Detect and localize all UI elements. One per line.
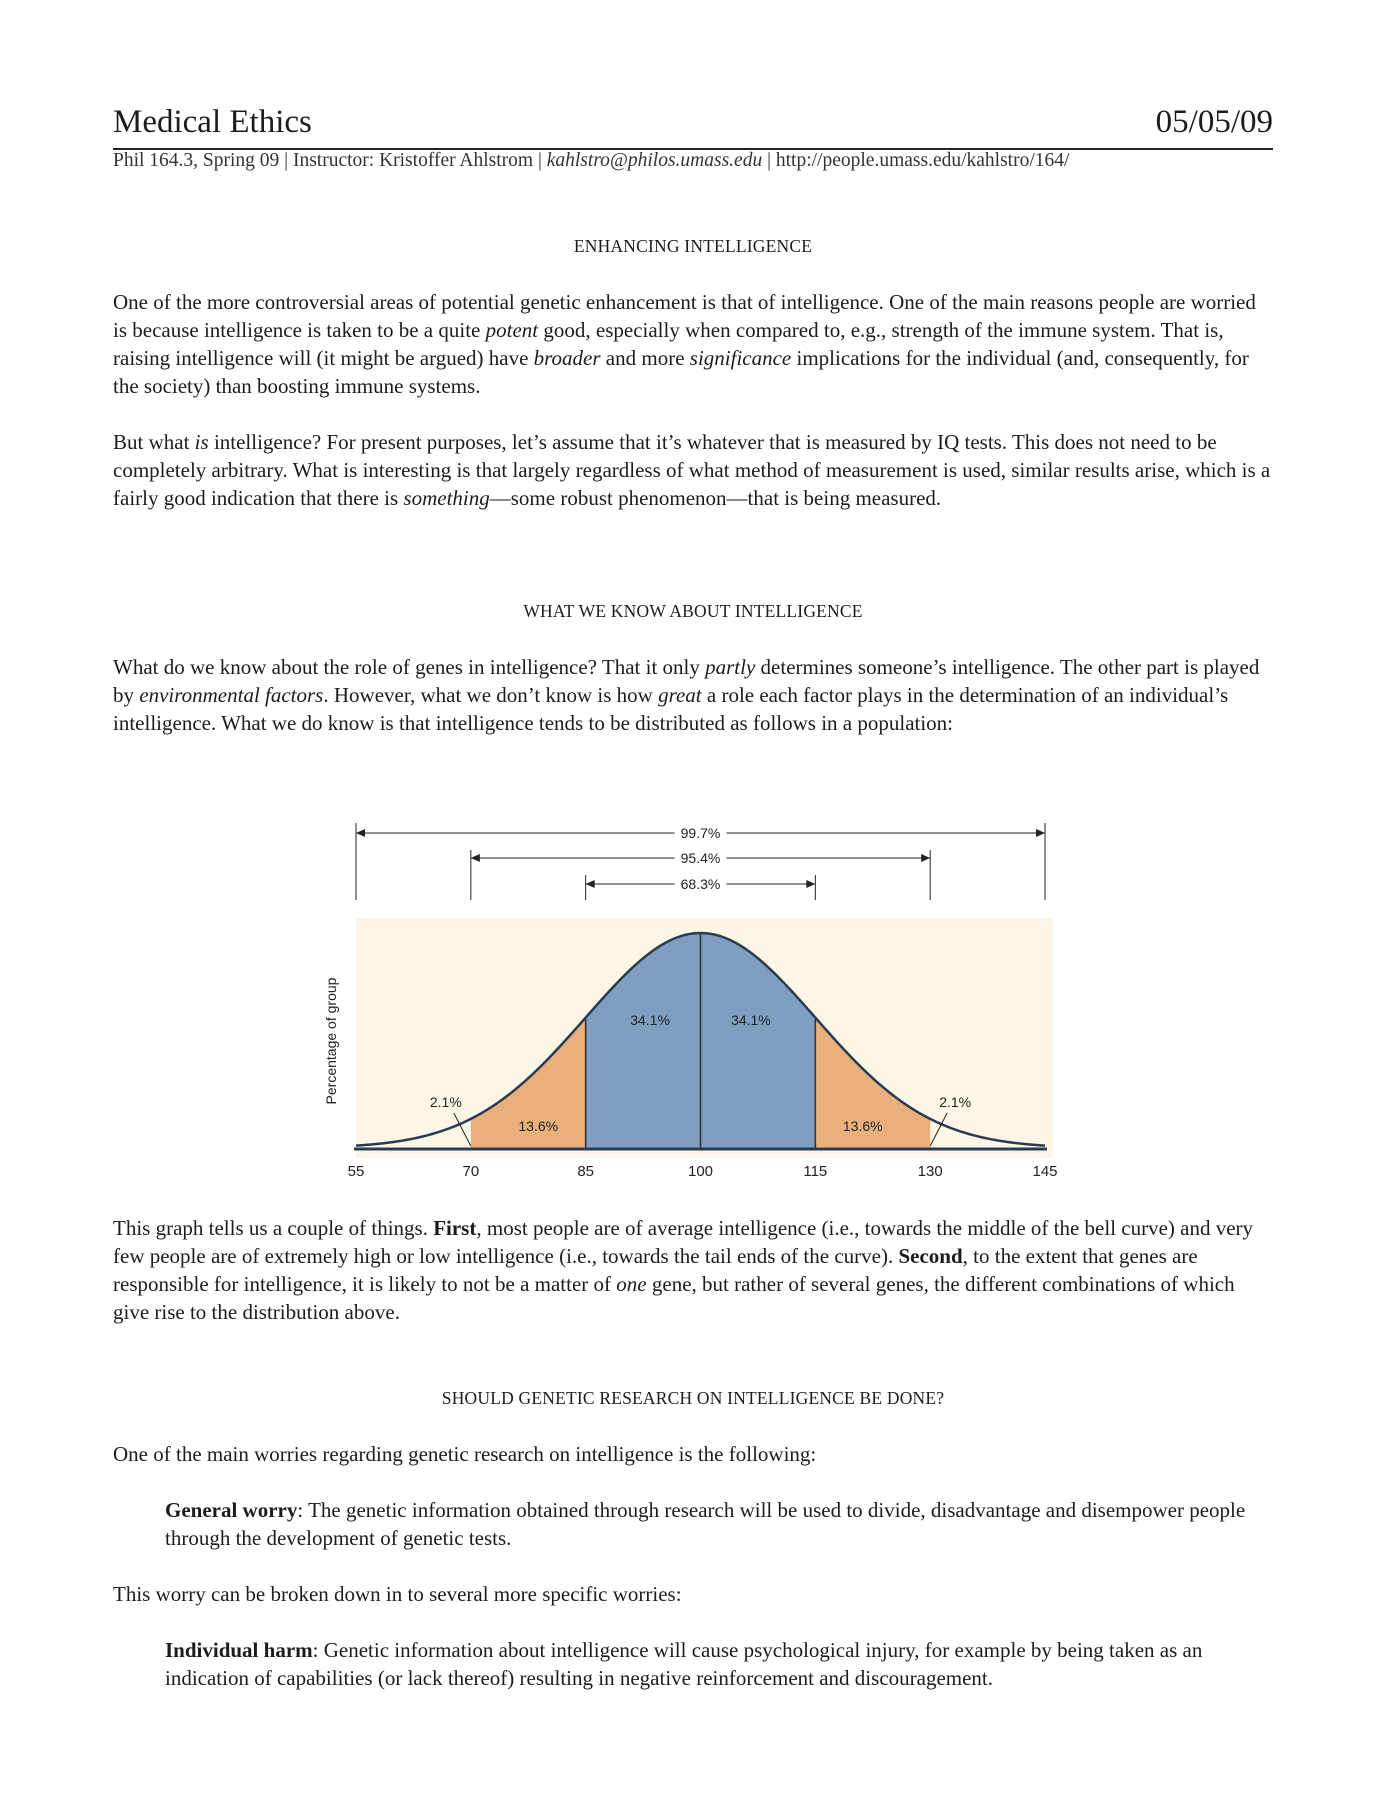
x-tick-70: 70 bbox=[462, 1163, 480, 1180]
p4-text-a: This graph tells us a couple of things. bbox=[113, 1216, 434, 1240]
p3-italic-great: great bbox=[658, 683, 702, 707]
paragraph-4 bbox=[113, 1214, 1273, 1326]
p1-text-g: implications for the individual (and, consequently, for the society) than boosting immune systems. bbox=[113, 346, 1249, 398]
x-tick-145: 145 bbox=[1032, 1163, 1058, 1180]
course-url[interactable]: | http://people.umass.edu/kahlstro/164/ bbox=[762, 150, 1070, 171]
range-arrow-right-2 bbox=[921, 854, 930, 862]
p1-italic-significance: significance bbox=[689, 346, 792, 370]
bell-curve-chart bbox=[300, 795, 1080, 1195]
individual-harm-text: : Genetic information about intelligence will cause psychological injury, for example by being taken as an indication of capabilities (or lack thereof) resulting in negative reinforcement and discouragement. bbox=[165, 1638, 1203, 1690]
p4-text-c: , most people are of average intelligence (i.e., towards the middle of the bell curve) and very few people are of extremely high or low intelligence (i.e., towards the tail ends of the curve). bbox=[113, 1216, 1254, 1268]
document-header bbox=[113, 104, 1273, 150]
p3-text-a: What do we know about the role of genes in intelligence? That it only bbox=[113, 655, 706, 679]
range-label-3: 68.3% bbox=[680, 876, 721, 892]
p1-italic-potent: potent bbox=[485, 318, 539, 342]
tail-label-2: 2.1% bbox=[939, 1094, 972, 1110]
range-arrow-left-1 bbox=[356, 829, 365, 837]
x-tick-130: 130 bbox=[917, 1163, 943, 1180]
range-arrow-left-2 bbox=[471, 854, 480, 862]
range-label-2: 95.4% bbox=[680, 850, 721, 866]
document-title: Medical Ethics bbox=[113, 104, 312, 140]
document-date: 05/05/09 bbox=[1155, 104, 1273, 140]
region-label-3: 34.1% bbox=[731, 1012, 771, 1028]
p3-text-e: . However, what we don’t know is how bbox=[323, 683, 659, 707]
general-worry bbox=[165, 1496, 1255, 1552]
range-arrow-left-3 bbox=[586, 880, 595, 888]
range-arrow-right-1 bbox=[1036, 829, 1045, 837]
region-label-2: 34.1% bbox=[630, 1012, 670, 1028]
x-tick-100: 100 bbox=[687, 1163, 714, 1180]
p3-italic-partly: partly bbox=[705, 655, 756, 679]
instructor-email[interactable]: kahlstro@philos.umass.edu bbox=[546, 150, 763, 171]
individual-harm bbox=[165, 1636, 1255, 1692]
p1-italic-broader: broader bbox=[533, 346, 601, 370]
individual-harm-label: Individual harm bbox=[165, 1638, 313, 1662]
course-line: Phil 164.3, Spring 09 | Instructor: Kristoffer Ahlstrom | bbox=[113, 150, 547, 171]
p4-text-e: , to the extent that genes are responsible for intelligence, it is likely to not be a matter of bbox=[113, 1244, 1198, 1296]
bell-curve-svg bbox=[300, 795, 1080, 1195]
tail-label-1: 2.1% bbox=[429, 1094, 462, 1110]
section-title-what-we-know: WHAT WE KNOW ABOUT INTELLIGENCE bbox=[523, 601, 863, 621]
general-worry-label: General worry bbox=[165, 1498, 298, 1522]
section-title-enhancing: ENHANCING INTELLIGENCE bbox=[573, 236, 813, 256]
x-tick-115: 115 bbox=[803, 1163, 828, 1180]
paragraph-5: One of the main worries regarding genetic research on intelligence is the following: bbox=[113, 1442, 817, 1466]
paragraph-2 bbox=[113, 428, 1273, 512]
p1-text-c: good, especially when compared to, e.g., strength of the immune system. That is, raising intelligence will (it might be argued) have bbox=[113, 318, 1224, 370]
range-label-1: 99.7% bbox=[680, 825, 721, 841]
p4-text-g: gene, but rather of several genes, the different combinations of which give rise to the distribution above. bbox=[113, 1272, 1235, 1324]
general-worry-text: : The genetic information obtained through research will be used to divide, disadvantage and disempower people through the development of genetic tests. bbox=[165, 1498, 1246, 1550]
p4-bold-second: Second bbox=[898, 1244, 963, 1268]
region-label-1: 13.6% bbox=[518, 1118, 559, 1134]
paragraph-6: This worry can be broken down in to several more specific worries: bbox=[113, 1582, 682, 1606]
range-arrow-right-3 bbox=[806, 880, 815, 888]
y-axis-label: Percentage of group bbox=[323, 977, 339, 1105]
p2-italic-is: is bbox=[194, 430, 209, 454]
x-tick-85: 85 bbox=[577, 1163, 595, 1180]
p2-italic-something: something bbox=[403, 486, 490, 510]
paragraph-3 bbox=[113, 653, 1273, 737]
paragraph-1 bbox=[113, 288, 1273, 400]
p4-italic-one: one bbox=[616, 1272, 647, 1296]
region-label-4: 13.6% bbox=[842, 1118, 883, 1134]
course-info bbox=[113, 150, 1273, 172]
p2-text-c: intelligence? For present purposes, let’s assume that it’s whatever that is measured by IQ tests. This does not need to be completely arbitrary. What is interesting is that largely regardless of what method of measurement is used, similar results arise, which is a fairly good indication that there is bbox=[113, 430, 1271, 510]
p4-bold-first: First bbox=[433, 1216, 477, 1240]
x-tick-55: 55 bbox=[347, 1163, 365, 1180]
section-title-should: SHOULD GENETIC RESEARCH ON INTELLIGENCE BE DONE? bbox=[441, 1388, 945, 1408]
p1-text-e: and more bbox=[600, 346, 690, 370]
p2-text-e: —some robust phenomenon—that is being measured. bbox=[489, 486, 942, 510]
p3-text-g: a role each factor plays in the determination of an individual’s intelligence. What we do know is that intelligence tends to be distributed as follows in a population: bbox=[113, 683, 1229, 735]
p3-text-c: determines someone’s intelligence. The other part is played by bbox=[113, 655, 1260, 707]
p1-text-a: One of the more controversial areas of potential genetic enhancement is that of intelligence. One of the main reasons people are worried is because intelligence is taken to be a quite bbox=[113, 290, 1256, 342]
p2-text-a: But what bbox=[113, 430, 195, 454]
p3-italic-environmental: environmental factors bbox=[139, 683, 324, 707]
